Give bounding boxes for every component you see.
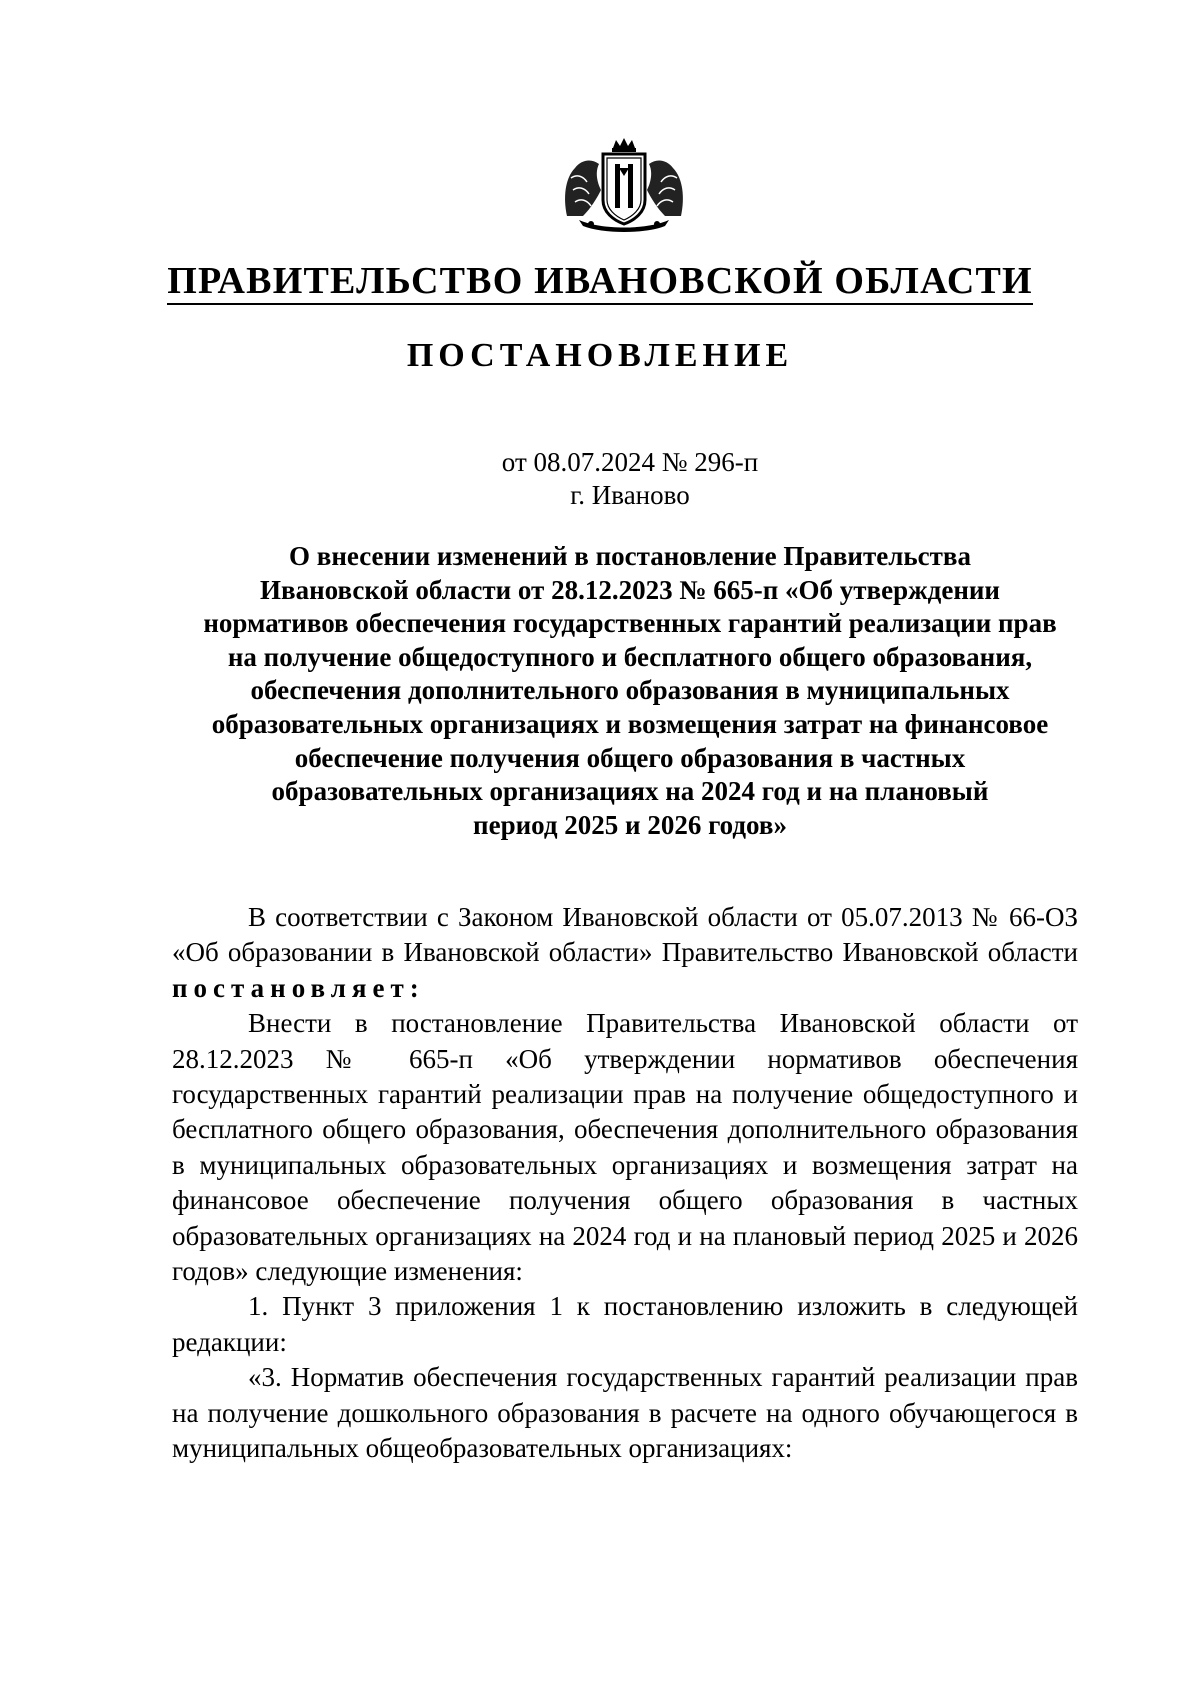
title-line: на получение общедоступного и бесплатного общего образования, [227, 641, 1033, 672]
title-line: период 2025 и 2026 годов» [473, 809, 787, 840]
title-line: образовательных организациях на 2024 год и на плановый [271, 776, 989, 807]
title-line: Ивановской области от 28.12.2023 № 665-п «Об утверждении [260, 574, 1000, 605]
resolution-keyword: постановляет: [172, 972, 425, 1003]
preamble-text: В соответствии с Законом Ивановской области от 05.07.2013 № 66-ОЗ «Об образовании в Ивановской области» Правительство Ивановской области [172, 902, 1078, 968]
paragraph-item-1: 1. Пункт 3 приложения 1 к постановлению изложить в следующей редакции: [172, 1291, 1078, 1357]
paragraph-amendment: Внести в постановление Правительства Ивановской области от 28.12.2023 № 665-п «Об утверждении нормативов обеспечения государственных гарантий реализации прав на получение общедоступного и бесплатного общего образования, обеспечения дополнительного образования в муниципальных образовательных организациях и возмещения затрат на финансовое обеспечение получения общего образования в частных образовательных организациях на 2024 год и на плановый период 2025 и 2026 годов» следующие изменения: [172, 1008, 1078, 1287]
title-line: обеспечение получения общего образования в частных [294, 742, 966, 773]
date-number: от 08.07.2024 № 296-п [501, 447, 759, 477]
coat-of-arms-icon [561, 138, 687, 232]
paragraph-preamble [172, 900, 1078, 1006]
date-and-place [0, 446, 1200, 512]
title-line: О внесении изменений в постановление Правительства [289, 541, 971, 571]
document-body [172, 900, 1078, 1467]
city: г. Иваново [570, 480, 690, 510]
paragraph-item-3-new-text: «3. Норматив обеспечения государственных гарантий реализации прав на получение дошкольного образования в расчете на одного обучающегося в муниципальных общеобразовательных организациях: [172, 1362, 1078, 1464]
organization-name-text: ПРАВИТЕЛЬСТВО ИВАНОВСКОЙ ОБЛАСТИ [167, 260, 1033, 305]
document-title [150, 540, 1110, 842]
document-type: ПОСТАНОВЛЕНИЕ [406, 337, 794, 374]
title-line: образовательных организациях и возмещения затрат на финансовое [211, 708, 1049, 739]
title-line: обеспечения дополнительного образования в муниципальных [250, 675, 1010, 706]
organization-name [0, 258, 1200, 304]
title-line: нормативов обеспечения государственных гарантий реализации прав [203, 608, 1057, 639]
